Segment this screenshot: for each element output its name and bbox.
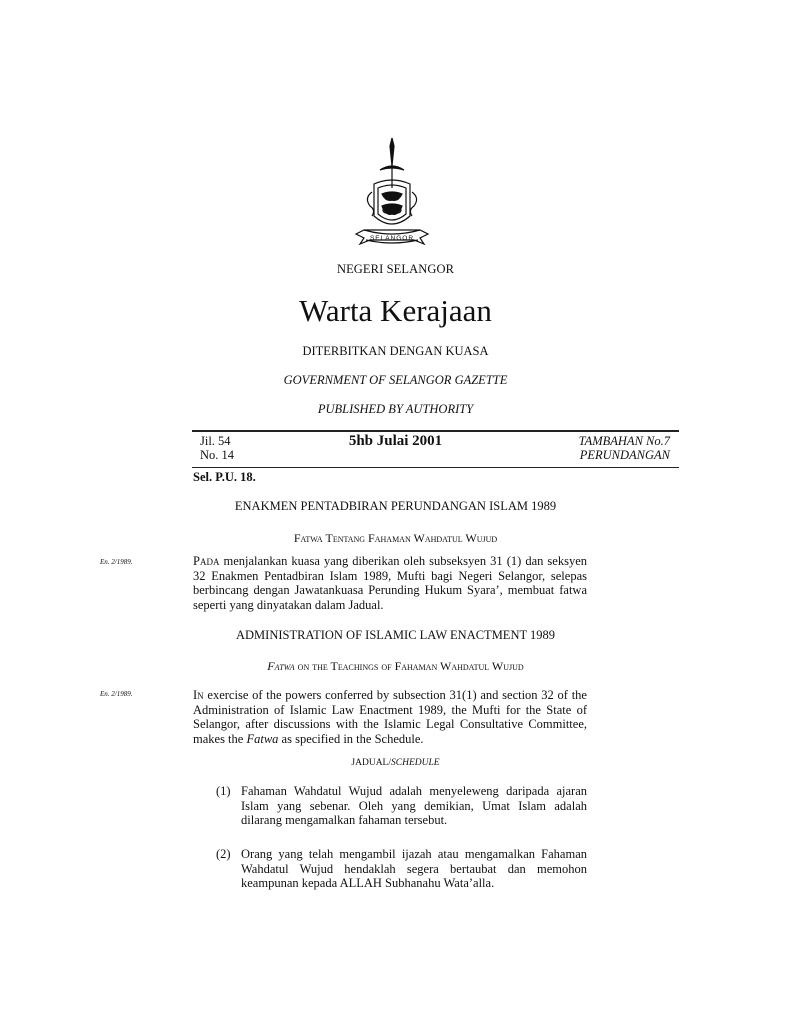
masthead-bottom-rule (192, 467, 679, 468)
margin-note-english: En. 2/1989. (100, 690, 133, 698)
issue-number: No. 14 (200, 448, 235, 462)
schedule-item (216, 784, 587, 828)
supplement-label: TAMBAHAN No.7 (578, 434, 670, 448)
schedule-item-number: (1) (216, 784, 231, 798)
schedule-heading (0, 758, 791, 768)
masthead-top-rule (192, 430, 679, 432)
category-label: PERUNDANGAN (579, 448, 670, 462)
volume-label: Jil. 54 (200, 434, 231, 448)
schedule-heading-malay: JADUAL/ (351, 758, 392, 768)
fatwa-subtitle-english-rest: on the Teachings of Fahaman Wahdatul Wujud (294, 659, 524, 673)
margin-note-malay: En. 2/1989. (100, 558, 133, 566)
gazette-title: Warta Kerajaan (299, 293, 492, 328)
published-by-authority-english: PUBLISHED BY AUTHORITY (317, 402, 474, 416)
selangor-crest-icon (350, 136, 434, 256)
schedule-item-text: Fahaman Wahdatul Wujud adalah menyeleweng daripada ajaran Islam yang sebenar. Oleh yang demikian, Umat Islam adalah dilarang mengamalkan fahaman tersebut. (241, 784, 587, 828)
schedule-heading-english: SCHEDULE (391, 758, 440, 768)
gazette-name-english: GOVERNMENT OF SELANGOR GAZETTE (283, 373, 508, 387)
issue-date: 5hb Julai 2001 (348, 433, 443, 449)
fatwa-subtitle-malay: Fatwa Tentang Fahaman Wahdatul Wujud (293, 531, 498, 545)
fatwa-subtitle-english-italic: Fatwa (267, 659, 295, 673)
preamble-english-lead: In (193, 688, 204, 702)
state-name: NEGERI SELANGOR (336, 262, 455, 276)
enactment-title-english: ADMINISTRATION OF ISLAMIC LAW ENACTMENT 1989 (235, 628, 556, 642)
preamble-malay (193, 554, 587, 612)
preamble-english-fatwa: Fatwa (246, 731, 279, 746)
crest-banner-label: SELANGOR (369, 235, 415, 242)
preamble-malay-lead: Pada (193, 554, 220, 568)
preamble-english-text-2: as specified in the Schedule. (278, 731, 424, 746)
schedule-item-number: (2) (216, 847, 231, 861)
preamble-english (193, 688, 587, 746)
published-under-authority-malay: DITERBITKAN DENGAN KUASA (302, 344, 489, 358)
enactment-title-malay: ENAKMEN PENTADBIRAN PERUNDANGAN ISLAM 1989 (234, 499, 557, 513)
fatwa-subtitle-english (0, 659, 791, 674)
preamble-english-text-1: exercise of the powers conferred by subsection 31(1) and section 32 of the Administration of Islamic Law Enactment 1989, the Mufti for the State of Selangor, after discussions with the Islamic Legal Consultative Committee, makes the (193, 688, 587, 746)
preamble-malay-text: menjalankan kuasa yang diberikan oleh subseksyen 31 (1) dan seksyen 32 Enakmen Pentadbiran Islam 1989, Mufti bagi Negeri Selangor, selepas berbincang dengan Jawatankuasa Perunding Hukum Syara’, membuat fatwa seperti yang dinyatakan dalam Jadual. (193, 554, 587, 612)
schedule-item-text: Orang yang telah mengambil ijazah atau mengamalkan Fahaman Wahdatul Wujud hendaklah segera bertaubat dan memohon keampunan kepada ALLAH Subhanahu Wata’alla. (241, 847, 587, 891)
publication-reference: Sel. P.U. 18. (193, 470, 256, 484)
schedule-item (216, 847, 587, 891)
